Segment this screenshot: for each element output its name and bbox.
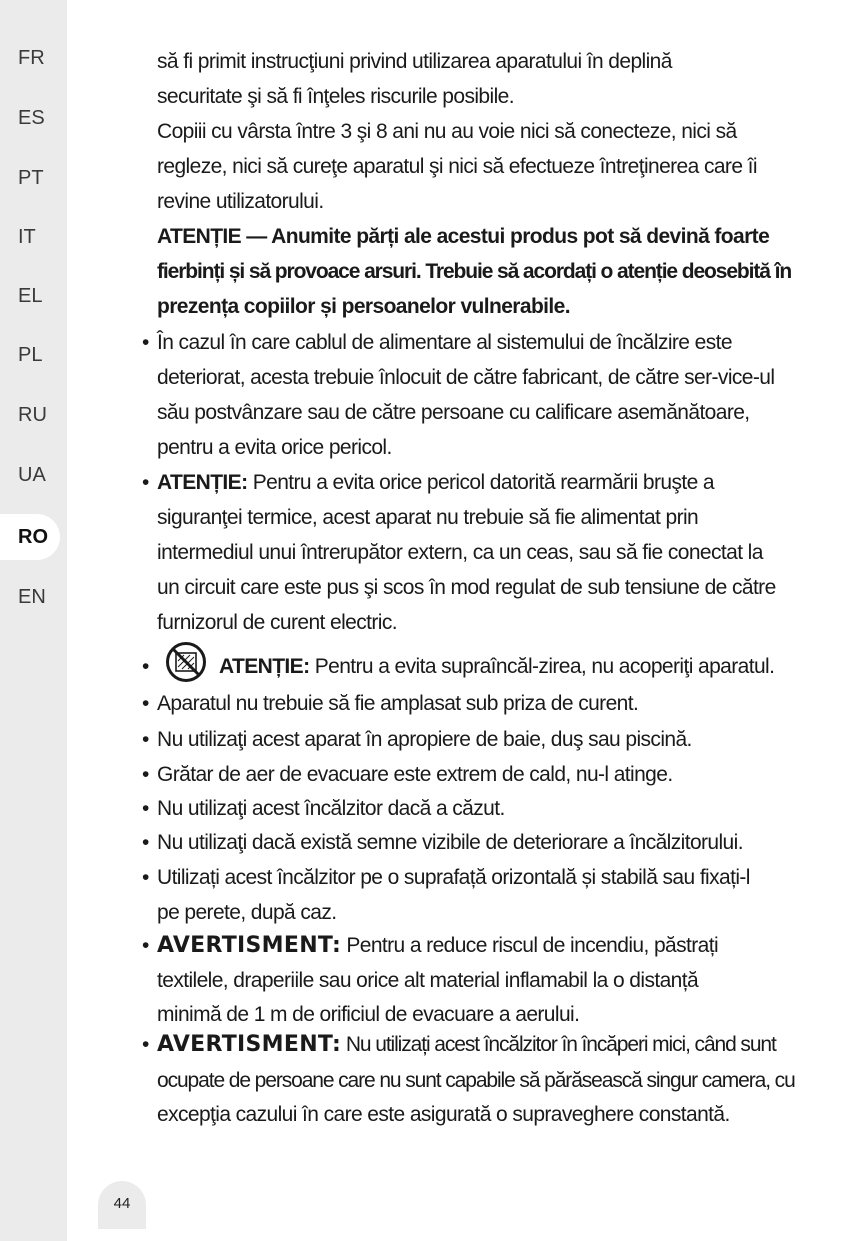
text-line: excepţia cazului în care este asigurată o supraveghere constantă. <box>157 1103 730 1126</box>
text-line: Utilizați acest încălzitor pe o suprafață orizontală și stabilă sau fixați-l <box>157 866 750 889</box>
do-not-cover-icon <box>165 641 207 683</box>
text-line: Nu utilizaţi acest încălzitor dacă a căzut. <box>157 797 505 820</box>
text-line: să fi primit instrucţiuni privind utilizarea aparatului în deplină <box>157 50 672 73</box>
text-line: deteriorat, acesta trebuie înlocuit de către fabricant, de către ser-vice-ul <box>157 366 775 389</box>
text-line: ocupate de persoane care nu sunt capabile să părăsească singur camera, cu <box>157 1069 795 1092</box>
bullet-marker: • <box>142 763 149 786</box>
text-line <box>157 932 718 960</box>
bullet-marker: • <box>142 797 149 820</box>
lang-tab-en[interactable]: EN <box>18 586 46 608</box>
bullet-marker: • <box>142 728 149 751</box>
text-span: Nu utilizați acest încălzitor în încăperi mici, când sunt <box>341 1033 776 1056</box>
lang-tab-it[interactable]: IT <box>18 226 36 248</box>
page-number: 44 <box>98 1181 146 1229</box>
lang-tab-fr[interactable]: FR <box>18 47 45 69</box>
text-line: său postvânzare sau de către persoane cu calificare asemănătoare, <box>157 401 750 424</box>
text-span: Pentru a reduce riscul de incendiu, păstrați <box>341 934 719 957</box>
bullet-marker: • <box>142 866 149 889</box>
lang-tab-pl[interactable]: PL <box>18 344 43 366</box>
text-line <box>157 469 714 497</box>
text-line: Nu utilizaţi dacă există semne vizibile de deteriorare a încălzitorului. <box>157 831 743 854</box>
text-line: revine utilizatorului. <box>157 190 324 213</box>
lang-tab-ru[interactable]: RU <box>18 404 47 426</box>
bullet-marker: • <box>142 692 149 715</box>
lang-tab-ro-active[interactable]: RO <box>0 514 60 560</box>
text-line: securitate şi să fi înţeles riscurile posibile. <box>157 85 514 108</box>
text-span: Pentru a evita supraîncăl-zirea, nu acoperiţi aparatul. <box>309 655 775 678</box>
bullet-marker: • <box>142 831 149 854</box>
text-line: furnizorul de curent electric. <box>157 611 397 634</box>
lang-tab-ua[interactable]: UA <box>18 464 46 486</box>
bullet-marker: • <box>142 1033 149 1056</box>
bullet-marker: • <box>142 934 149 957</box>
bullet-marker: • <box>142 655 149 678</box>
text-line: textilele, draperiile sau orice alt material inflamabil la o distanță <box>157 969 699 992</box>
text-line: pentru a evita orice pericol. <box>157 436 392 459</box>
text-line: Grătar de aer de evacuare este extrem de cald, nu-l atinge. <box>157 763 673 786</box>
avertisment-label: AVERTISMENT: <box>157 1032 342 1057</box>
text-line: În cazul în care cablul de alimentare al sistemului de încălzire este <box>157 331 732 354</box>
text-line: un circuit care este pus şi scos în mod regulat de sub tensiune de către <box>157 576 776 599</box>
text-line: Aparatul nu trebuie să fie amplasat sub priza de curent. <box>157 692 639 715</box>
bullet-marker: • <box>142 331 149 354</box>
text-line: regleze, nici să cureţe aparatul şi nici să efectueze întreţinerea care îi <box>157 155 757 178</box>
lang-tab-el[interactable]: EL <box>18 285 43 307</box>
warning-heading-line: ATENȚIE — Anumite părți ale acestui produs pot să devină foarte <box>157 225 770 248</box>
attention-label: ATENȚIE: <box>219 655 310 678</box>
text-line: Copiii cu vârsta între 3 şi 8 ani nu au voie nici să conecteze, nici să <box>157 120 737 143</box>
bullet-marker: • <box>142 471 149 494</box>
lang-tab-es[interactable]: ES <box>18 107 45 129</box>
attention-label: ATENȚIE: <box>157 471 248 494</box>
text-span: Pentru a evita orice pericol datorită rearmării bruşte a <box>247 471 715 494</box>
text-line: intermediul unui întrerupător extern, ca un ceas, sau să fie conectat la <box>157 541 763 564</box>
text-line: Nu utilizaţi acest aparat în apropiere de baie, duş sau piscină. <box>157 728 692 751</box>
avertisment-label: AVERTISMENT: <box>157 933 342 958</box>
text-line <box>219 653 774 681</box>
lang-tab-pt[interactable]: PT <box>18 167 44 189</box>
warning-heading-line: prezența copiilor și persoanelor vulnerabile. <box>157 295 570 318</box>
text-line: pe perete, după caz. <box>157 901 337 924</box>
text-line: minimă de 1 m de orificiul de evacuare a aerului. <box>157 1003 580 1026</box>
text-line: siguranţei termice, acest aparat nu trebuie să fie alimentat prin <box>157 506 699 529</box>
text-line <box>157 1031 776 1059</box>
warning-heading-line: fierbinți și să provoace arsuri. Trebuie să acordați o atenție deosebită în <box>157 260 792 283</box>
